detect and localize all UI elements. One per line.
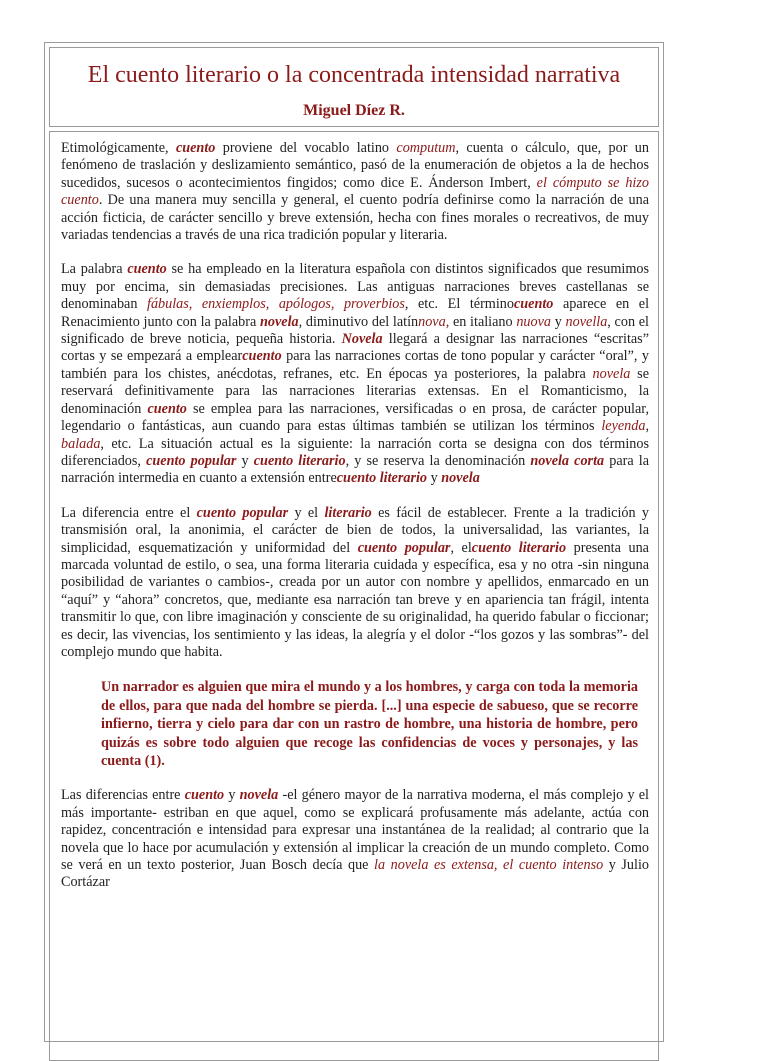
paragraph-1: Etimológicamente, cuento proviene del vocablo latino computum, cuenta o cálculo, que, por un fenómeno de traslación y deslizamiento semántico, pasó de la enumeración de objetos a la de hechos sucedidos, sucesos o acontecimientos fingidos; como dice E. Ánderson Imbert, el cómputo se hizo cuento. De una manera muy sencilla y general, el cuento podría definirse como la narración de una acción ficticia, de carácter sencillo y breve extensión, hecha con fines morales o recreativos, de muy variadas tendencias a través de una rica tradición popular y literaria.	[61, 140, 649, 244]
paragraph-2: La palabra cuento se ha empleado en la literatura española con distintos significados que resumimos muy por encima, sin demasiadas precisiones. Las antiguas narraciones breves castellanas se denominaban fábulas, enxiemplos, apólogos, proverbios, etc. El términocuento aparece en el Renacimiento junto con la palabra novela, diminutivo del latínnova, en italiano nuova y novella, con el significado de breve noticia, pequeña historia. Novela llegará a designar las narraciones “escritas” cortas y se empezará a emplearcuento para las narraciones cortas de tono popular y carácter “oral”, y también para los chistes, anécdotas, refranes, etc. En épocas ya posteriores, la palabra novela se reservará definitivamente para las narraciones literarias extensas. En el Romanticismo, la denominación cuento se emplea para las narraciones, versificadas o en prosa, de carácter popular, legendario o fantásticas, aun cuando para estas últimas también se utilizan los términos leyenda, balada, etc. La situación actual es la siguiente: la narración corta se designa con dos términos diferenciados, cuento popular y cuento literario, y se reserva la denominación novela corta para la narración intermedia en cuanto a extensión entrecuento literario y novela	[61, 261, 650, 487]
article-title: El cuento literario o la concentrada intensidad narrativa	[87, 62, 621, 88]
article-header	[49, 47, 659, 127]
article-author: Miguel Díez R.	[303, 102, 405, 119]
block-quote: Un narrador es alguien que mira el mundo y a los hombres, y carga con toda la memoria de ellos, para que nada del hombre se pierda. [...] una especie de sabueso, que se recorre infierno, tierra y cielo para dar con un rastro de hombre, una historia de hombre, pero quizás es sobre todo alguien que recoge las confidencias de voces y personajes, y las cuenta (1).	[101, 679, 638, 769]
article-frame	[44, 42, 664, 1042]
paragraph-3: La diferencia entre el cuento popular y el literario es fácil de establecer. Frente a la tradición y transmisión oral, la anonimia, el carácter de bien de todos, la universalidad, las variantes, la simplicidad, esquematización y uniformidad del cuento popular, elcuento literario presenta una marcada voluntad de estilo, o sea, una forma literaria cuidada y específica, esa y no otra -sin ninguna posibilidad de variantes o cambios-, creada por un autor con nombre y apellidos, enmarcado en un “aquí” y “ahora” concretos, que, mediante esa narración tan breve y en apariencia tan frágil, intenta transmitir lo que, con libre imaginación y consciente de su originalidad, ha querido fabular o ficcionar; es decir, las vivencias, los sentimiento y las ideas, la alegría y el dolor -“los gozos y las sombras”- del complejo mundo que habita.	[61, 504, 650, 660]
paragraph-4: Las diferencias entre cuento y novela -el género mayor de la narrativa moderna, el más complejo y el más importante- estriban en que aquel, como se explicará profusamente más adelante, actúa con rapidez, concentración e intensidad para expresar una instantánea de la realidad; al contrario que la novela que lo hace por acumulación y extensión al implicar la creación de un mundo completo. Como se verá en un texto posterior, Juan Bosch decía que la novela es extensa, el cuento intenso y Julio Cortázar	[61, 787, 649, 891]
article-body	[49, 131, 659, 1061]
